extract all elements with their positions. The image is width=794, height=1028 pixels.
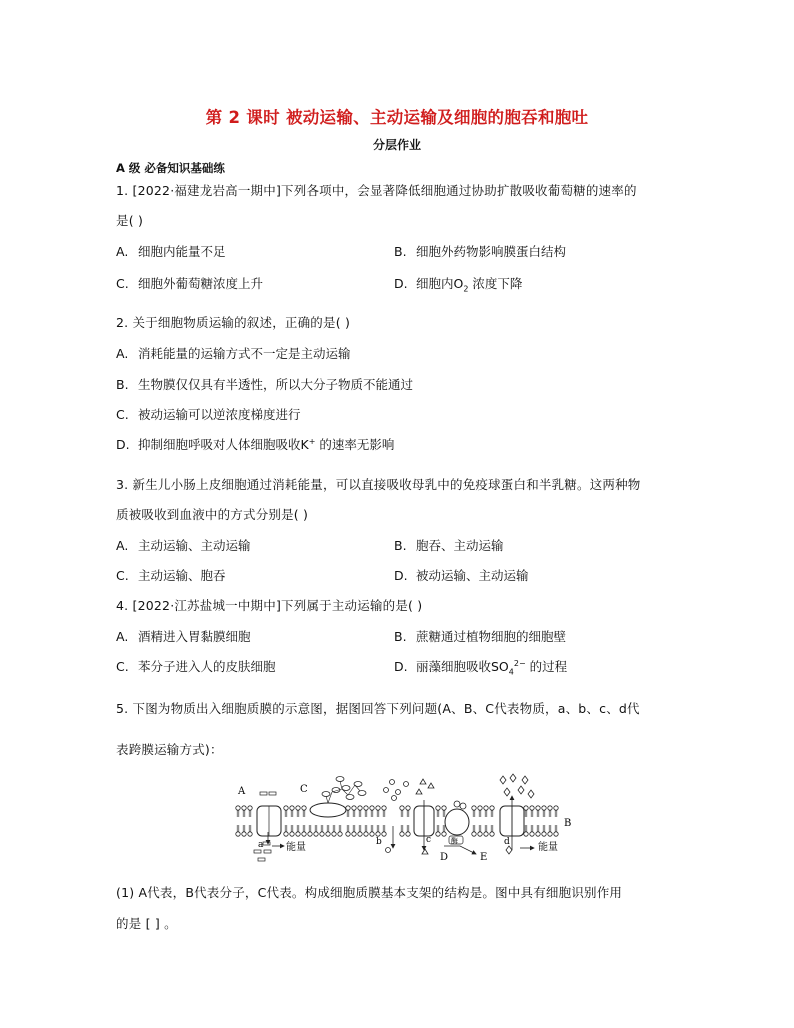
superscript: 2− — [513, 658, 526, 668]
figure-label-b: b — [376, 837, 382, 847]
option-label: A. — [116, 629, 129, 644]
q3-option-c[interactable] — [116, 566, 226, 584]
option-text: 被动运输可以逆浓度梯度进行 — [138, 407, 301, 422]
q4-option-a[interactable] — [116, 627, 251, 645]
option-label: D. — [116, 437, 130, 452]
q3-option-b[interactable] — [394, 536, 504, 554]
figure-label-c: c — [426, 835, 432, 845]
enzyme-protein — [445, 809, 469, 835]
figure-label-a: a — [258, 840, 264, 850]
q5-sub1-line2: 的是 [ ] 。 — [116, 916, 177, 931]
figure-label-E: E — [480, 852, 488, 863]
option-text-post: 的速率无影响 — [315, 437, 395, 452]
option-label: C. — [116, 659, 129, 674]
option-text: 细胞内能量不足 — [138, 244, 226, 259]
q2-option-b[interactable] — [116, 375, 413, 393]
option-label: D. — [394, 276, 408, 291]
q1-stem-line1: 1. [2022·福建龙岩高一期中]下列各项中，会显著降低细胞通过协助扩散吸收葡萄糖的速率的 — [116, 183, 637, 198]
figure-label-C: C — [300, 784, 308, 795]
option-label: A. — [116, 244, 129, 259]
option-text-post: 浓度下降 — [468, 276, 523, 291]
option-text-pre: 抑制细胞呼吸对人体细胞吸收K — [138, 437, 309, 452]
q1-stem-line2: 是( ) — [116, 213, 144, 228]
subscript: 4 — [508, 667, 514, 677]
option-text: 酒精进入胃黏膜细胞 — [138, 629, 251, 644]
figure-label-d: d — [504, 837, 510, 847]
q1-option-d[interactable] — [394, 274, 522, 294]
option-text-post: 的过程 — [525, 659, 568, 674]
figure-label-B: B — [564, 818, 572, 829]
page-title: 第 2 课时 被动运输、主动运输及细胞的胞吞和胞吐 — [205, 108, 589, 127]
option-text: 主动运输、胞吞 — [138, 568, 226, 583]
q4-option-c[interactable] — [116, 657, 276, 675]
q1-option-c[interactable] — [116, 274, 263, 292]
enzyme-label: 酶 — [451, 837, 458, 845]
energy-label-1: 能量 — [286, 842, 306, 853]
page-subtitle: 分层作业 — [372, 138, 421, 152]
option-label: D. — [394, 659, 408, 674]
q5-stem-line1: 5. 下图为物质出入细胞质膜的示意图，据图回答下列问题(A、B、C代表物质，a、b、c、d代 — [116, 701, 640, 716]
option-label: D. — [394, 568, 408, 583]
superscript: + — [308, 436, 316, 446]
option-label: C. — [116, 407, 129, 422]
q4-stem: 4. [2022·江苏盐城一中期中]下列属于主动运输的是( ) — [116, 598, 423, 613]
option-label: A. — [116, 538, 129, 553]
option-text: 细胞外葡萄糖浓度上升 — [138, 276, 264, 291]
option-text: 蔗糖通过植物细胞的细胞壁 — [416, 629, 567, 644]
q3-stem-line1: 3. 新生儿小肠上皮细胞通过消耗能量，可以直接吸收母乳中的免疫球蛋白和半乳糖。这两种物 — [116, 477, 641, 492]
q3-option-a[interactable] — [116, 536, 251, 554]
q2-stem: 2. 关于细胞物质运输的叙述，正确的是( ) — [116, 315, 351, 330]
option-text: 消耗能量的运输方式不一定是主动运输 — [138, 346, 351, 361]
q1-option-b[interactable] — [394, 242, 566, 260]
figure-label-A: A — [238, 786, 246, 797]
q3-stem-line2: 质被吸收到血液中的方式分别是( ) — [116, 507, 309, 522]
option-text: 主动运输、主动运输 — [138, 538, 251, 553]
membrane-transport-figure — [228, 770, 574, 866]
q4-option-d[interactable] — [394, 657, 567, 677]
q2-option-d[interactable] — [116, 435, 394, 453]
section-heading: A 级 必备知识基础练 — [116, 161, 225, 175]
oligosaccharide-chain — [322, 777, 366, 800]
figure-label-D: D — [440, 852, 449, 863]
subscript: 2 — [463, 284, 469, 294]
option-text: 胞吞、主动运输 — [416, 538, 504, 553]
option-text-pre: 丽藻细胞吸收SO — [416, 659, 509, 674]
energy-label-2: 能量 — [538, 842, 558, 853]
q4-option-b[interactable] — [394, 627, 566, 645]
option-label: C. — [116, 568, 129, 583]
q3-option-d[interactable] — [394, 566, 529, 584]
q1-option-a[interactable] — [116, 242, 226, 260]
option-text: 细胞外药物影响膜蛋白结构 — [416, 244, 567, 259]
option-label: B. — [394, 244, 407, 259]
option-text: 生物膜仅仅具有半透性，所以大分子物质不能通过 — [138, 377, 414, 392]
option-text: 苯分子进入人的皮肤细胞 — [138, 659, 276, 674]
q2-option-c[interactable] — [116, 405, 301, 423]
option-label: C. — [116, 276, 129, 291]
option-text-pre: 细胞内O — [416, 276, 464, 291]
q2-option-a[interactable] — [116, 344, 351, 362]
q5-stem-line2: 表跨膜运输方式)： — [116, 742, 223, 757]
q5-sub1-line1: (1) A代表，B代表分子，C代表。构成细胞质膜基本支架的结构是。图中具有细胞识别作用 — [116, 885, 623, 900]
option-label: B. — [394, 538, 407, 553]
glycoprotein-c — [310, 803, 346, 817]
option-label: B. — [116, 377, 129, 392]
transport-b-molecules — [384, 780, 409, 853]
option-label: B. — [394, 629, 407, 644]
option-text: 被动运输、主动运输 — [416, 568, 529, 583]
option-label: A. — [116, 346, 129, 361]
